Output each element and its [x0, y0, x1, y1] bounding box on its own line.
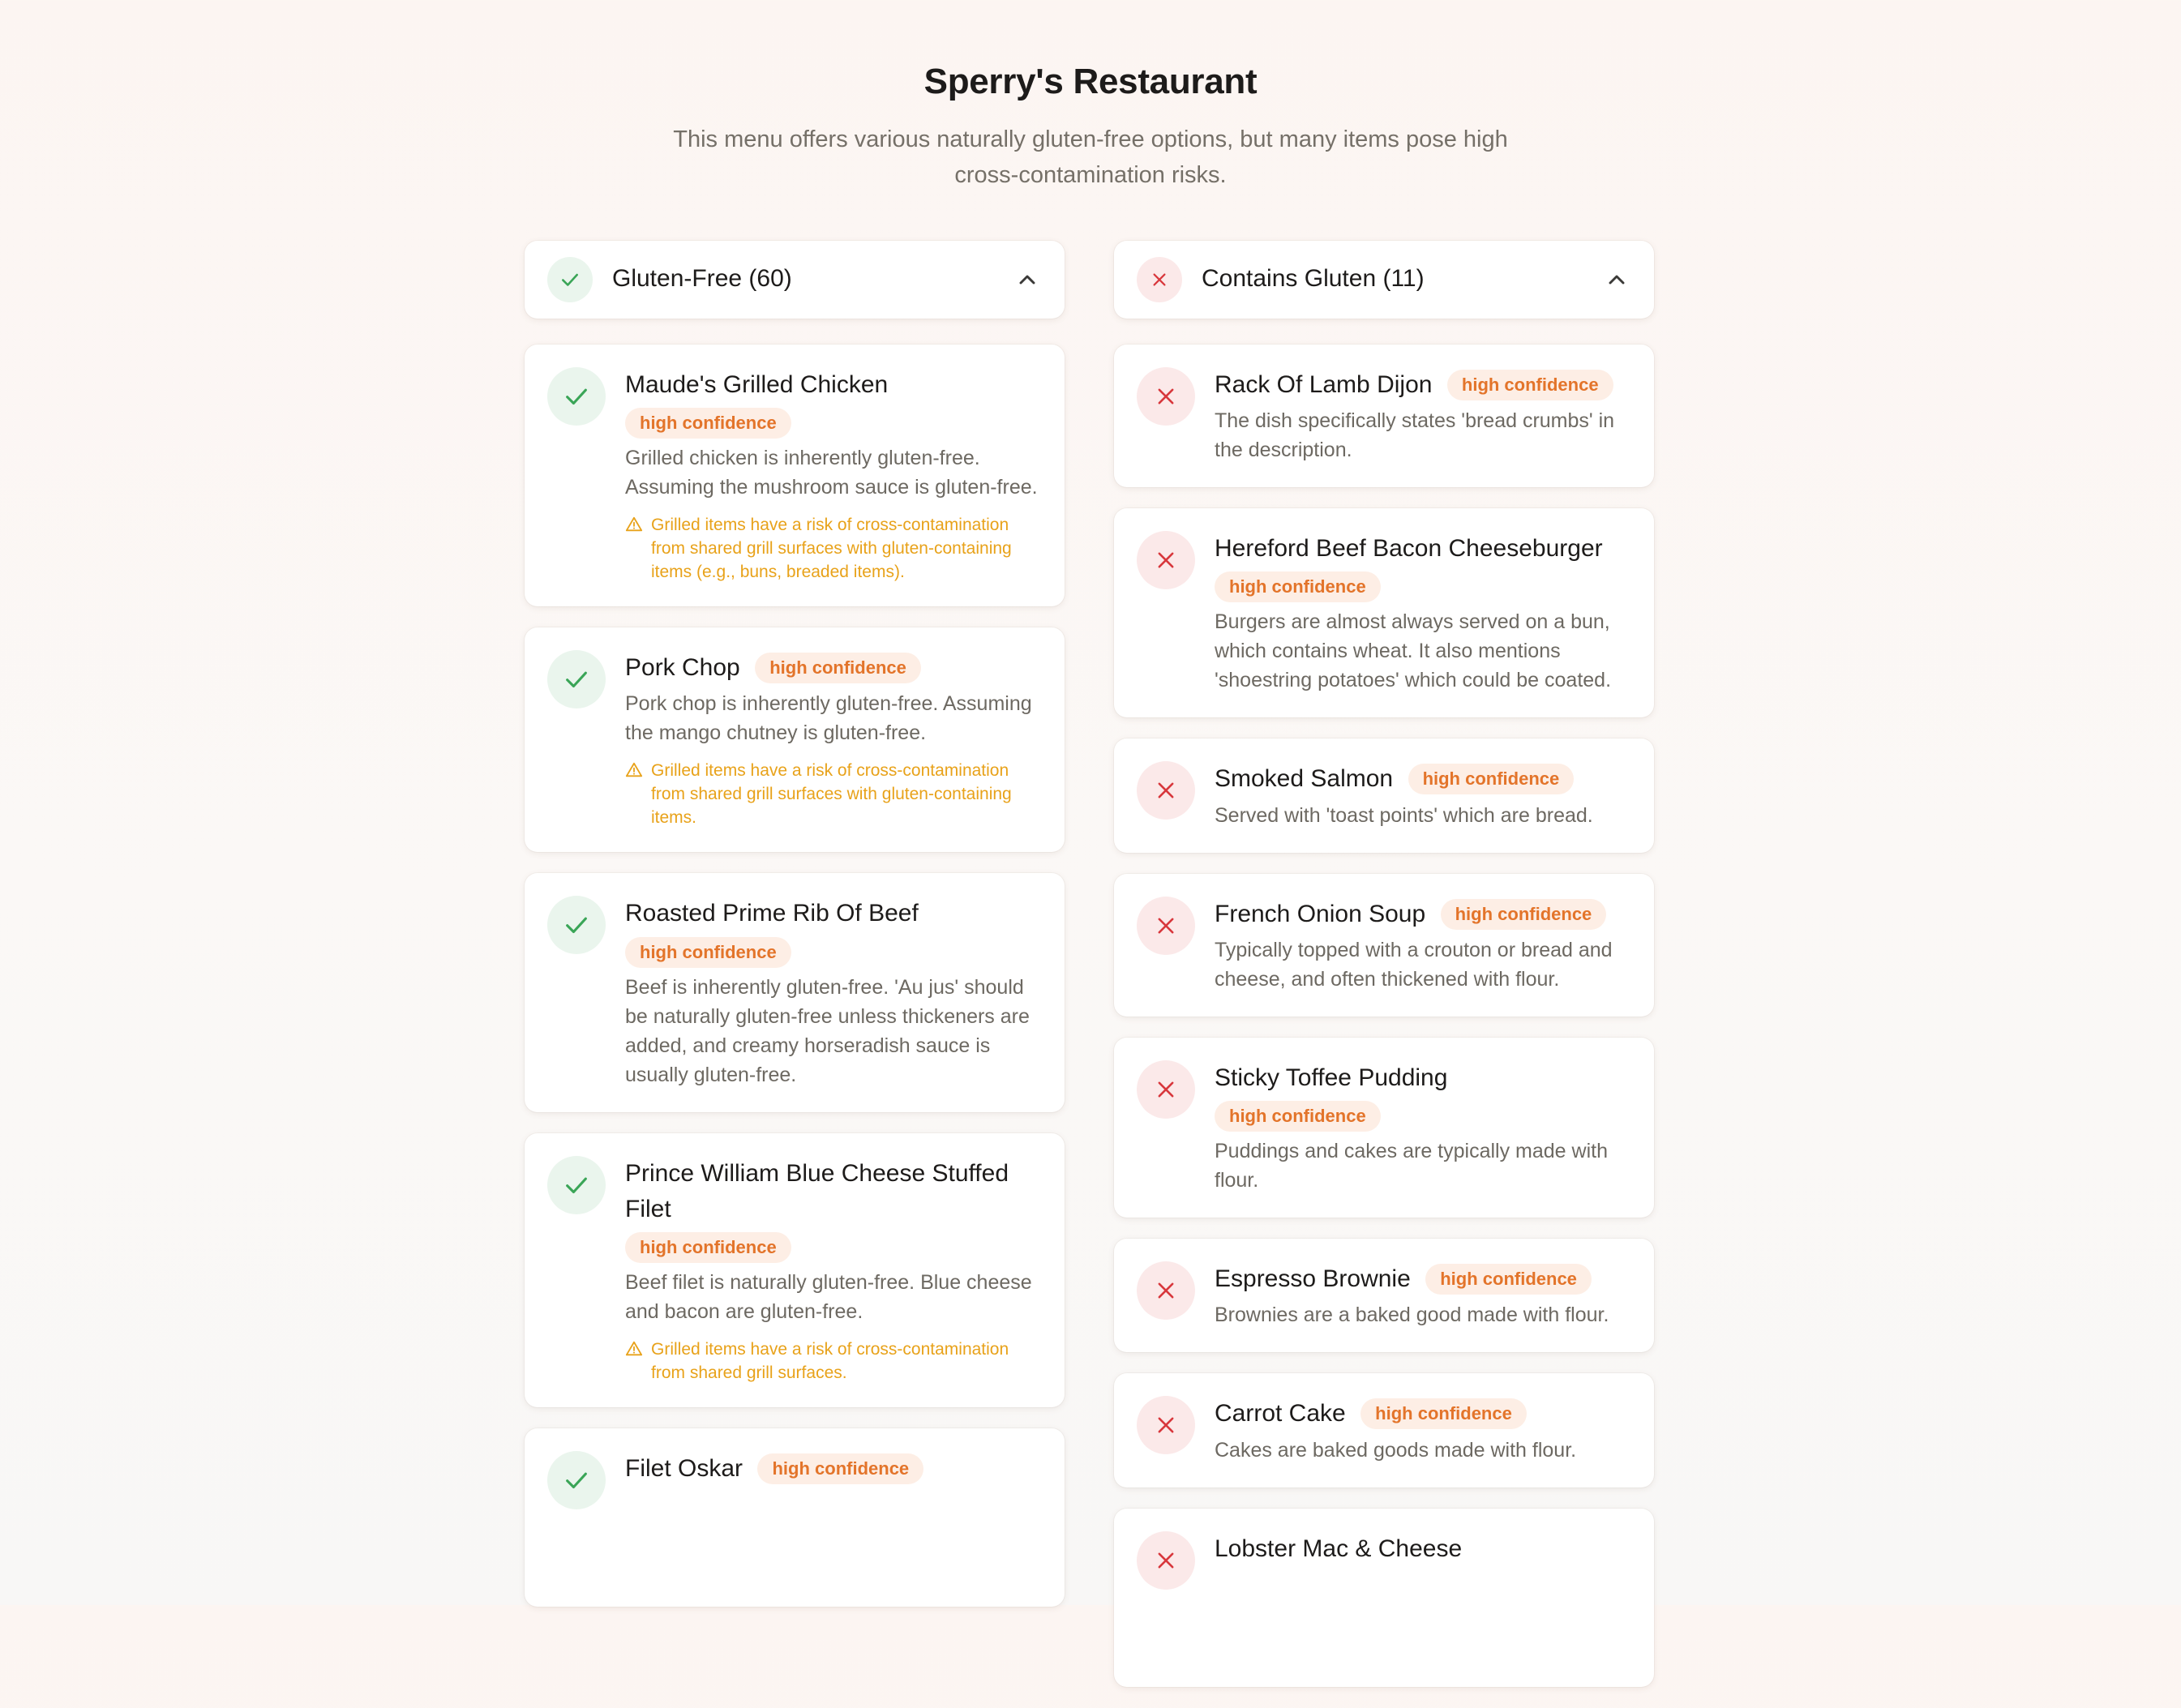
item-description: Cakes are baked goods made with flour. — [1215, 1438, 1577, 1462]
item-name: Carrot Cake — [1215, 1400, 1346, 1428]
item-name: Rack Of Lamb Dijon — [1215, 371, 1433, 398]
menu-item-card — [525, 627, 1065, 852]
menu-item-card — [525, 1428, 1065, 1607]
warning-text: Grilled items have a risk of cross-contamination from shared grill surfaces with gluten-containing items (e.g., buns, breaded items). — [651, 516, 1012, 582]
item-description: Burgers are almost always served on a bun, which contains wheat. It also mentions 'shoestring potatoes' which could be coated. — [1215, 610, 1612, 692]
confidence-badge: high confidence — [1408, 764, 1575, 794]
check-icon — [547, 367, 606, 426]
menu-item-card — [1114, 1239, 1654, 1352]
gluten-free-section-title: Gluten-Free (60) — [612, 265, 792, 292]
item-description: Typically topped with a crouton or bread and cheese, and often thickened with flour. — [1215, 938, 1613, 991]
gluten-free-section-toggle[interactable] — [525, 241, 1065, 319]
item-name: French Onion Soup — [1215, 900, 1426, 927]
menu-item-card — [1114, 1509, 1654, 1687]
menu-item-card — [525, 345, 1065, 606]
item-name: Sticky Toffee Pudding — [1215, 1064, 1448, 1091]
confidence-badge: high confidence — [625, 1232, 791, 1263]
menu-item-card — [525, 1133, 1065, 1407]
contains-gluten-column — [1114, 241, 1654, 1708]
cross-contamination-warning — [625, 513, 1042, 584]
item-name: Espresso Brownie — [1215, 1265, 1411, 1293]
menu-item-card — [1114, 874, 1654, 1017]
confidence-badge: high confidence — [1425, 1264, 1592, 1295]
confidence-badge: high confidence — [1441, 899, 1607, 930]
check-icon — [547, 650, 606, 708]
cross-contamination-warning — [625, 1338, 1042, 1385]
chevron-up-icon[interactable] — [1604, 267, 1630, 293]
warning-text: Grilled items have a risk of cross-contamination from shared grill surfaces with gluten-containing items. — [651, 761, 1012, 828]
item-description: Beef is inherently gluten-free. 'Au jus' should be naturally gluten-free unless thickeners are added, and creamy horseradish sauce is usually gluten-free. — [625, 975, 1030, 1086]
item-name: Pork Chop — [625, 654, 740, 682]
x-icon — [1137, 1060, 1195, 1119]
menu-item-card — [1114, 1038, 1654, 1218]
item-description: Brownies are a baked good made with flour. — [1215, 1303, 1609, 1327]
item-description: Pork chop is inherently gluten-free. Assuming the mango chutney is gluten-free. — [625, 692, 1032, 745]
check-icon — [547, 257, 593, 302]
cross-contamination-warning — [625, 759, 1042, 829]
menu-item-card — [1114, 508, 1654, 717]
item-name: Filet Oskar — [625, 1455, 743, 1483]
item-name: Hereford Beef Bacon Cheeseburger — [1215, 535, 1603, 563]
menu-summary: This menu offers various naturally gluten-free options, but many items pose high cross-contamination risks. — [673, 126, 1508, 188]
confidence-badge: high confidence — [755, 653, 921, 683]
menu-item-card — [1114, 345, 1654, 487]
confidence-badge: high confidence — [1215, 571, 1381, 602]
confidence-badge: high confidence — [1360, 1398, 1527, 1429]
confidence-badge: high confidence — [625, 937, 791, 968]
item-name: Smoked Salmon — [1215, 765, 1394, 793]
item-name: Lobster Mac & Cheese — [1215, 1535, 1463, 1562]
item-name: Prince William Blue Cheese Stuffed Filet — [625, 1159, 1009, 1222]
item-description: Served with 'toast points' which are bread. — [1215, 803, 1593, 827]
menu-item-card — [525, 873, 1065, 1111]
gluten-free-column — [525, 241, 1065, 1628]
x-icon — [1137, 531, 1195, 589]
restaurant-name: Sperry's Restaurant — [923, 62, 1258, 101]
warning-icon — [625, 516, 643, 533]
contains-gluten-section-toggle[interactable] — [1114, 241, 1654, 319]
warning-icon — [625, 761, 643, 779]
warning-text: Grilled items have a risk of cross-contamination from shared grill surfaces. — [651, 1340, 1009, 1383]
item-name: Maude's Grilled Chicken — [625, 371, 889, 398]
item-name: Roasted Prime Rib Of Beef — [625, 900, 919, 927]
menu-item-card — [1114, 738, 1654, 852]
x-icon — [1137, 1261, 1195, 1320]
item-description: Beef filet is naturally gluten-free. Blue cheese and bacon are gluten-free. — [625, 1271, 1032, 1324]
confidence-badge: high confidence — [625, 408, 791, 439]
check-icon — [547, 1451, 606, 1509]
check-icon — [547, 1156, 606, 1214]
x-icon — [1137, 1396, 1195, 1454]
contains-gluten-section-title: Contains Gluten (11) — [1202, 265, 1425, 292]
x-icon — [1137, 257, 1182, 302]
item-description: The dish specifically states 'bread crumbs' in the description. — [1215, 409, 1615, 462]
warning-icon — [625, 1340, 643, 1358]
x-icon — [1137, 1531, 1195, 1590]
confidence-badge: high confidence — [1447, 370, 1613, 400]
check-icon — [547, 896, 606, 954]
menu-item-card — [1114, 1373, 1654, 1487]
item-description: Grilled chicken is inherently gluten-free. Assuming the mushroom sauce is gluten-free. — [625, 447, 1038, 499]
item-description: Puddings and cakes are typically made with flour. — [1215, 1140, 1608, 1192]
chevron-up-icon[interactable] — [1014, 267, 1040, 293]
confidence-badge: high confidence — [1215, 1101, 1381, 1132]
x-icon — [1137, 367, 1195, 426]
x-icon — [1137, 761, 1195, 820]
confidence-badge: high confidence — [757, 1453, 923, 1484]
x-icon — [1137, 897, 1195, 955]
